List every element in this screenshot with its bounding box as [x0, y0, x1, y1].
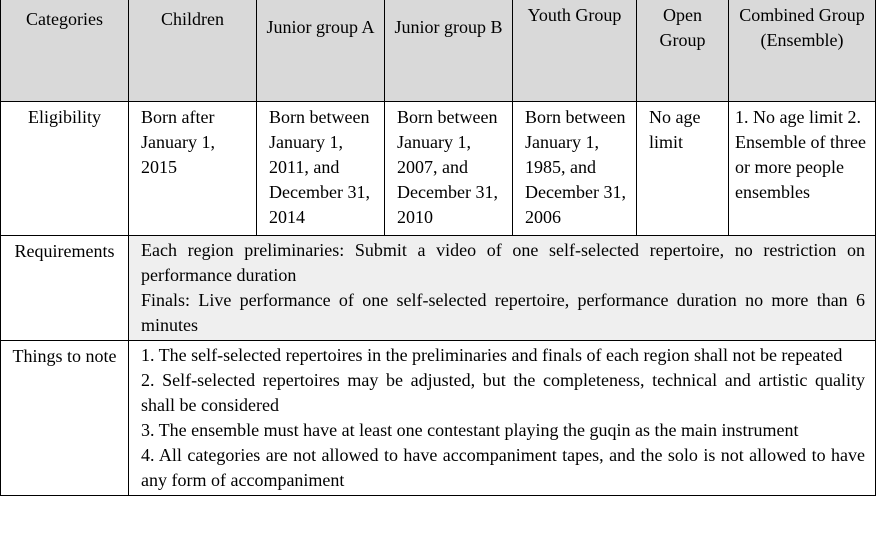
eligibility-junior-b: Born between January 1, 2007, and December 31, 2010 — [385, 102, 513, 236]
header-categories: Categories — [1, 0, 129, 102]
requirements-row — [1, 236, 876, 341]
note-item: 1. The self-selected repertoires in the preliminaries and finals of each region shall not be repeated — [141, 345, 843, 365]
notes-content — [129, 341, 876, 496]
requirements-content — [129, 236, 876, 341]
requirement-finals: Finals: Live performance of one self-selected repertoire, performance duration no more than 6 minutes — [141, 290, 865, 335]
note-item: 4. All categories are not allowed to have accompaniment tapes, and the solo is not allowed to have any form of accompaniment — [141, 445, 865, 490]
notes-row — [1, 341, 876, 496]
eligibility-row — [1, 102, 876, 236]
note-item: 3. The ensemble must have at least one contestant playing the guqin as the main instrument — [141, 420, 799, 440]
note-item: 2. Self-selected repertoires may be adjusted, but the completeness, technical and artistic quality shall be considered — [141, 370, 865, 415]
eligibility-children: Born after January 1, 2015 — [129, 102, 257, 236]
header-junior-b: Junior group B — [385, 0, 513, 102]
header-youth: Youth Group — [513, 0, 637, 102]
header-open: Open Group — [637, 0, 729, 102]
header-children: Children — [129, 0, 257, 102]
header-junior-a: Junior group A — [257, 0, 385, 102]
eligibility-junior-a: Born between January 1, 2011, and December 31, 2014 — [257, 102, 385, 236]
eligibility-youth: Born between January 1, 1985, and December 31, 2006 — [513, 102, 637, 236]
eligibility-combined: 1. No age limit 2. Ensemble of three or more people ensembles — [729, 102, 876, 236]
eligibility-open: No age limit — [637, 102, 729, 236]
header-combined: Combined Group (Ensemble) — [729, 0, 876, 102]
notes-label: Things to note — [1, 341, 129, 496]
requirements-label: Requirements — [1, 236, 129, 341]
header-row — [1, 0, 876, 102]
eligibility-label: Eligibility — [1, 102, 129, 236]
requirement-preliminaries: Each region preliminaries: Submit a video of one self-selected repertoire, no restriction on performance duration — [141, 240, 865, 285]
